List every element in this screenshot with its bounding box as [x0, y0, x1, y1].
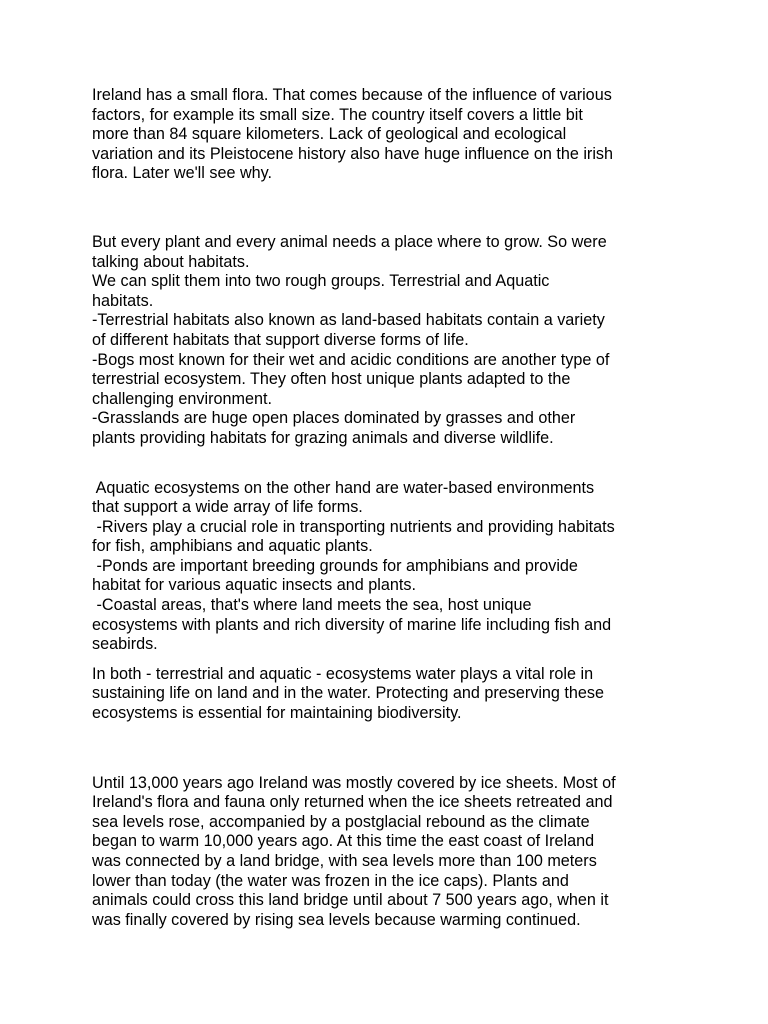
paragraph-spacer	[92, 449, 692, 479]
text-line: was finally covered by rising sea levels because warming continued.	[92, 910, 581, 929]
text-line: Until 13,000 years ago Ireland was mostly covered by ice sheets. Most of	[92, 773, 616, 792]
text-line: We can split them into two rough groups. Terrestrial and Aquatic	[92, 272, 550, 291]
text-line: habitats.	[92, 291, 154, 310]
text-line: -Coastal areas, that's where land meets the sea, host unique	[92, 596, 532, 615]
text-line: sea levels rose, accompanied by a postglacial rebound as the climate	[92, 812, 590, 831]
paragraph-ice-age	[92, 774, 692, 931]
paragraph-habitats	[92, 233, 692, 449]
text-line: Ireland's flora and fauna only returned when the ice sheets retreated and	[92, 793, 613, 812]
text-line: plants providing habitats for grazing animals and diverse wildlife.	[92, 428, 554, 447]
text-line: -Bogs most known for their wet and acidic conditions are another type of	[92, 350, 610, 369]
paragraph-intro	[92, 86, 692, 184]
text-line: -Ponds are important breeding grounds for amphibians and provide	[92, 556, 578, 575]
text-line: was connected by a land bridge, with sea levels more than 100 meters	[92, 852, 597, 870]
text-line: -Terrestrial habitats also known as land-based habitats contain a variety	[92, 311, 605, 330]
text-line: terrestrial ecosystem. They often host unique plants adapted to the	[92, 370, 571, 389]
text-line: that support a wide array of life forms.	[92, 498, 363, 517]
paragraph-spacer	[92, 724, 692, 774]
text-line: lower than today (the water was frozen in the ice caps). Plants and	[92, 871, 569, 890]
text-line: for fish, amphibians and aquatic plants.	[92, 537, 373, 556]
text-line: But every plant and every animal needs a place where to grow. So were	[92, 232, 607, 251]
text-line: challenging environment.	[92, 389, 272, 408]
text-line: factors, for example its small size. The country itself covers a little bit	[92, 105, 583, 124]
paragraph-spacer	[92, 655, 692, 665]
text-line: ecosystems is essential for maintaining biodiversity.	[92, 704, 462, 723]
text-line: began to warm 10,000 years ago. At this time the east coast of Ireland	[92, 832, 595, 851]
text-line: Ireland has a small flora. That comes because of the influence of various	[92, 86, 612, 104]
text-line: -Grasslands are huge open places dominated by grasses and other	[92, 409, 576, 428]
text-line: In both - terrestrial and aquatic - ecosystems water plays a vital role in	[92, 664, 594, 683]
text-line: flora. Later we'll see why.	[92, 164, 273, 183]
text-line: of different habitats that support diverse forms of life.	[92, 330, 469, 349]
text-line: variation and its Pleistocene history also have huge influence on the irish	[92, 144, 614, 163]
text-line: ecosystems with plants and rich diversity of marine life including fish and	[92, 615, 612, 634]
text-line: -Rivers play a crucial role in transporting nutrients and providing habitats	[92, 517, 615, 536]
paragraph-spacer	[92, 184, 692, 233]
text-line: sustaining life on land and in the water. Protecting and preserving these	[92, 684, 605, 703]
text-line: talking about habitats.	[92, 252, 250, 271]
text-line: more than 84 square kilometers. Lack of geological and ecological	[92, 125, 567, 144]
text-line: habitat for various aquatic insects and plants.	[92, 576, 416, 595]
text-line: animals could cross this land bridge until about 7 500 years ago, when it	[92, 891, 609, 910]
paragraph-both	[92, 665, 692, 724]
text-line: seabirds.	[92, 635, 158, 654]
text-line: Aquatic ecosystems on the other hand are water-based environments	[92, 478, 595, 497]
document-page	[92, 86, 692, 930]
paragraph-aquatic	[92, 479, 692, 655]
